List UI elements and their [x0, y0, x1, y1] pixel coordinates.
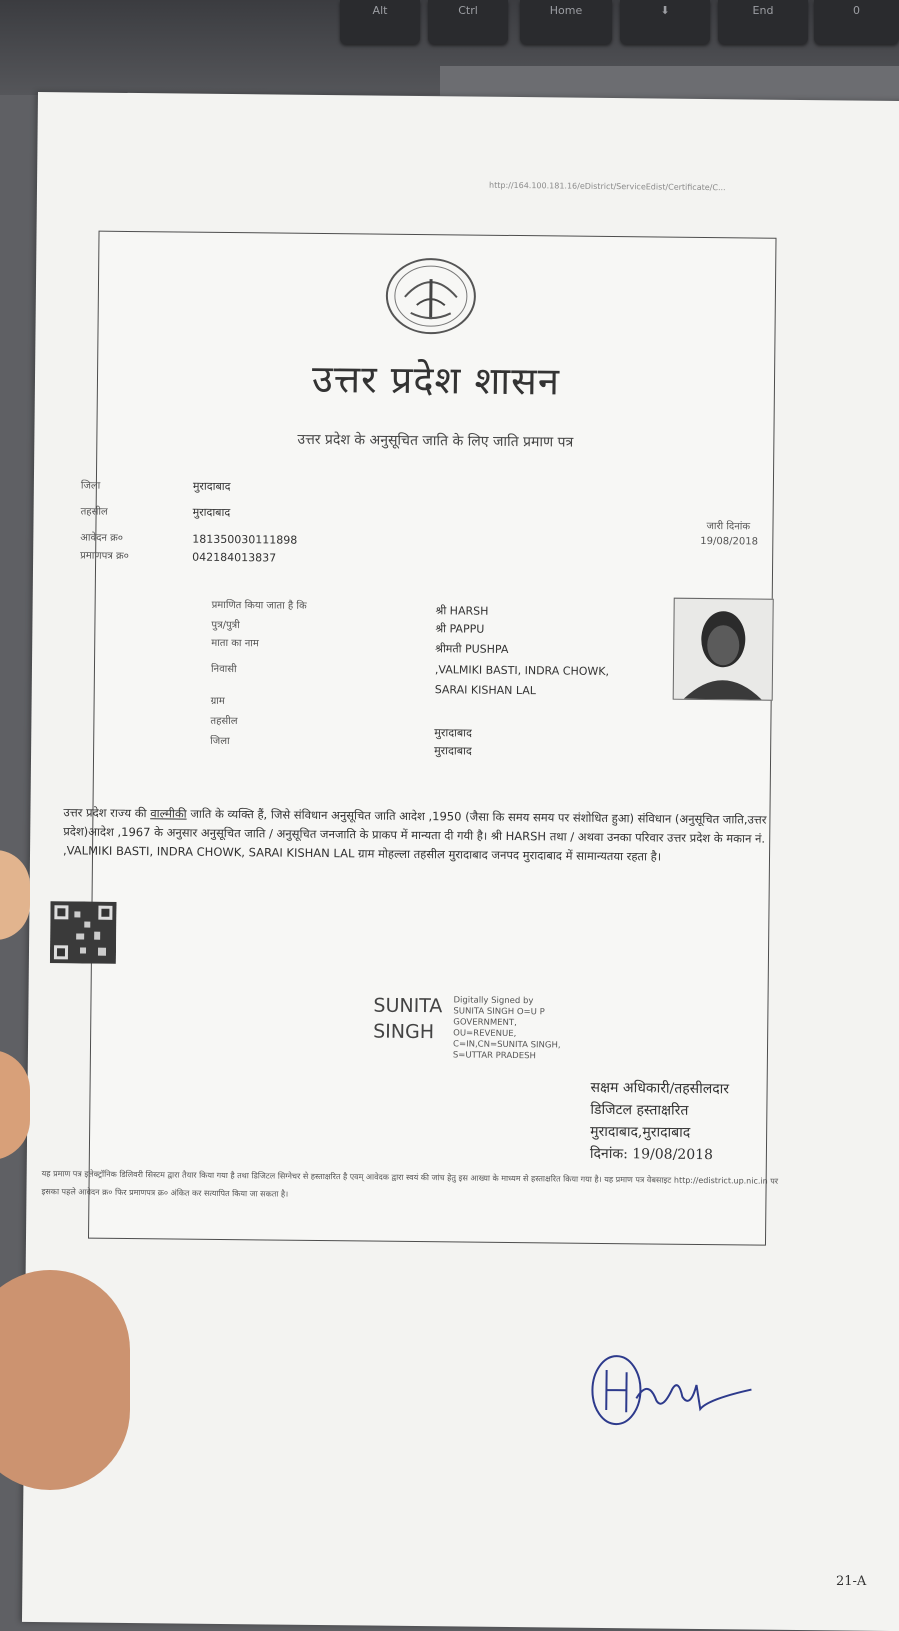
mother-name: श्रीमती PUSHPA — [435, 642, 509, 656]
district-label: जिला — [80, 480, 101, 492]
caste-name: वाल्मीकी — [150, 806, 187, 821]
certificate-body-text: उत्तर प्रदेश राज्य की वाल्मीकी जाति के व्यक्ति हैं, जिसे संविधान अनुसूचित जाति आदेश ,1950 (जैसा कि समय समय पर संशोधित हुआ) संविधान (अनुसूचित जाति,उत्तर प्रदेश)आदेश ,1967 के अनुसार अनुसूचित जाति / अनुसूचित जनजाति के प्राकप में मान्यता दी गयी है। श्री HARSH तथा / अथवा उनका परिवार उत्तर प्रदेश के मकान नं. ,VALMIKI BASTI, INDRA CHOWK, SARAI KISHAN LAL ग्राम मोहल्ला तहसील मुरादाबाद जनपद मुरादाबाद में सामान्यतया रहता है। — [62, 805, 767, 864]
certificate-no-value: 042184013837 — [192, 550, 277, 565]
finger — [0, 1050, 30, 1160]
officer-location: मुरादाबाद,मुरादाबाद — [590, 1123, 691, 1141]
relation-label: पुत्र/पुत्री — [211, 619, 240, 632]
print-url: http://164.100.181.16/eDistrict/ServiceEdist/Certificate/C... — [489, 180, 726, 193]
signer-name-line1: SUNITA — [373, 994, 443, 1018]
certificate-no-label: प्रमाणपत्र क्र० — [80, 550, 129, 562]
tehsil-value-2: मुरादाबाद — [434, 726, 472, 740]
application-no-value: 181350030111898 — [192, 532, 298, 547]
residence-label: निवासी — [210, 663, 237, 676]
thumb — [0, 1270, 130, 1490]
tehsil-label-2: तहसील — [210, 715, 238, 728]
village-label: ग्राम — [210, 695, 225, 707]
district-value-2: मुरादाबाद — [434, 744, 472, 758]
issuing-officer — [590, 1077, 729, 1166]
footer-note: यह प्रमाण पत्र इलेक्ट्रॉनिक डिलिवरी सिस्टम द्वारा तैयार किया गया है तथा डिजिटल सिग्नेचर से हस्ताक्षरित है एवम् आवेदक द्वारा स्वयं की जांच हेतु इस आख्या के माध्यम से हस्ताक्षरित किया गया है। यह प्रमाण पत्र वेबसाइट http://edistrict.up.nic.in पर इसका पहले आवेदन क्र० फिर प्रमाणपत्र क्र० अंकित कर सत्यापित किया जा सकता है। — [41, 1169, 779, 1199]
key-alt: Alt — [340, 0, 420, 44]
residence-line2: SARAI KISHAN LAL — [434, 683, 536, 698]
residence-line1: ,VALMIKI BASTI, INDRA CHOWK, — [434, 663, 610, 679]
finger — [0, 850, 30, 940]
applicant-photo — [673, 598, 774, 701]
up-emblem-icon — [384, 257, 477, 336]
key-zero: 0 — [814, 0, 899, 44]
issue-date-label: जारी दिनांक — [706, 521, 751, 533]
paper-sheet — [22, 92, 899, 1631]
key-arrow-down: ⬇ — [620, 0, 710, 44]
key-ctrl: Ctrl — [428, 0, 508, 44]
caste-certificate — [41, 231, 779, 1246]
person-name: श्री HARSH — [435, 604, 489, 618]
officer-date: दिनांक: 19/08/2018 — [589, 1145, 714, 1164]
digital-signature — [373, 993, 561, 1062]
signer-name-line2: SINGH — [373, 1020, 435, 1044]
district-label-2: जिला — [210, 735, 230, 748]
handwritten-signature-icon — [586, 1348, 757, 1440]
signature-detail: Digitally Signed by SUNITA SINGH O=U P GOVERNMENT, OU=REVENUE, C=IN,CN=SUNITA SINGH, S=UTTAR PRADESH — [452, 995, 561, 1062]
key-home: Home — [520, 0, 612, 44]
issue-date-value: 19/08/2018 — [700, 535, 759, 548]
father-name: श्री PAPPU — [435, 622, 485, 636]
key-end: End — [718, 0, 808, 44]
officer-digital-sign: डिजिटल हस्ताक्षरित — [590, 1101, 689, 1119]
page-title: उत्तर प्रदेश शासन — [311, 356, 561, 404]
certify-label: प्रमाणित किया जाता है कि — [211, 599, 307, 612]
tehsil-value: मुरादाबाद — [192, 505, 231, 520]
officer-title: सक्षम अधिकारी/तहसीलदार — [590, 1079, 730, 1098]
mother-label: माता का नाम — [211, 637, 259, 650]
district-value: मुरादाबाद — [192, 479, 231, 494]
qr-code-icon — [50, 901, 117, 964]
certificate-subtitle: उत्तर प्रदेश के अनुसूचित जाति के लिए जाति प्रमाण पत्र — [297, 431, 574, 451]
application-no-label: आवेदन क्र० — [80, 532, 124, 544]
corner-note: 21-A — [836, 1574, 867, 1589]
tehsil-label: तहसील — [80, 506, 108, 518]
